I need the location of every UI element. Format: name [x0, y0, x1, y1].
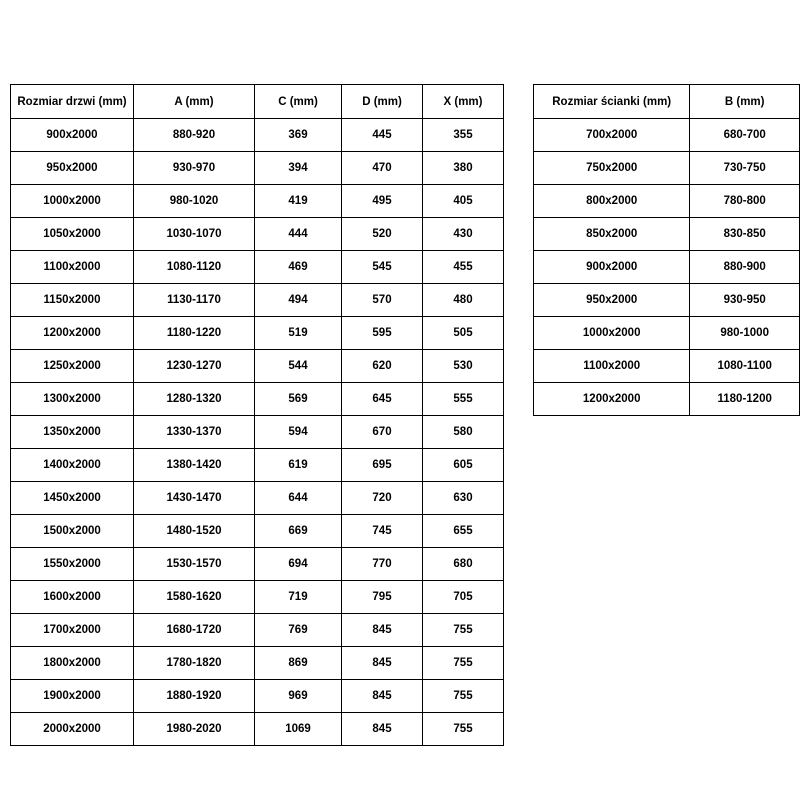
table-row: [534, 317, 800, 350]
wall-dimensions-table: [533, 84, 800, 416]
cell-d: 770: [342, 548, 423, 581]
table-row: [534, 251, 800, 284]
cell-c: 769: [255, 614, 342, 647]
cell-x: 555: [423, 383, 504, 416]
cell-wall-size: 700x2000: [534, 119, 690, 152]
cell-a: 1530-1570: [134, 548, 255, 581]
cell-x: 755: [423, 614, 504, 647]
column-header-wall-size: Rozmiar ścianki (mm): [534, 85, 690, 119]
cell-x: 530: [423, 350, 504, 383]
cell-wall-size: 900x2000: [534, 251, 690, 284]
cell-x: 655: [423, 515, 504, 548]
column-header-c: C (mm): [255, 85, 342, 119]
cell-d: 695: [342, 449, 423, 482]
cell-d: 545: [342, 251, 423, 284]
cell-c: 594: [255, 416, 342, 449]
table-row: [11, 284, 504, 317]
cell-c: 444: [255, 218, 342, 251]
cell-wall-size: 1200x2000: [534, 383, 690, 416]
cell-a: 1180-1220: [134, 317, 255, 350]
table-row: [534, 218, 800, 251]
cell-x: 405: [423, 185, 504, 218]
cell-b: 730-750: [690, 152, 800, 185]
cell-c: 869: [255, 647, 342, 680]
cell-c: 969: [255, 680, 342, 713]
cell-x: 480: [423, 284, 504, 317]
cell-door-size: 1200x2000: [11, 317, 134, 350]
cell-d: 570: [342, 284, 423, 317]
cell-x: 755: [423, 680, 504, 713]
table-row: [11, 614, 504, 647]
doors-table-head: [11, 85, 504, 119]
cell-x: 355: [423, 119, 504, 152]
cell-c: 719: [255, 581, 342, 614]
cell-a: 1980-2020: [134, 713, 255, 746]
table-row: [11, 647, 504, 680]
cell-door-size: 1350x2000: [11, 416, 134, 449]
cell-c: 1069: [255, 713, 342, 746]
doors-dimensions-table: [10, 84, 504, 746]
cell-door-size: 2000x2000: [11, 713, 134, 746]
cell-a: 1780-1820: [134, 647, 255, 680]
table-row: [11, 548, 504, 581]
cell-d: 620: [342, 350, 423, 383]
column-header-a: A (mm): [134, 85, 255, 119]
table-row: [11, 185, 504, 218]
cell-d: 845: [342, 614, 423, 647]
table-row: [11, 449, 504, 482]
cell-a: 1880-1920: [134, 680, 255, 713]
cell-d: 495: [342, 185, 423, 218]
cell-wall-size: 850x2000: [534, 218, 690, 251]
cell-b: 930-950: [690, 284, 800, 317]
cell-x: 455: [423, 251, 504, 284]
cell-a: 1030-1070: [134, 218, 255, 251]
cell-door-size: 1050x2000: [11, 218, 134, 251]
cell-door-size: 950x2000: [11, 152, 134, 185]
cell-d: 845: [342, 713, 423, 746]
cell-door-size: 1550x2000: [11, 548, 134, 581]
cell-c: 469: [255, 251, 342, 284]
table-row: [11, 416, 504, 449]
cell-d: 845: [342, 647, 423, 680]
table-row: [11, 119, 504, 152]
table-row: [534, 119, 800, 152]
cell-door-size: 1250x2000: [11, 350, 134, 383]
cell-b: 680-700: [690, 119, 800, 152]
cell-a: 1330-1370: [134, 416, 255, 449]
cell-c: 419: [255, 185, 342, 218]
cell-b: 1080-1100: [690, 350, 800, 383]
cell-d: 645: [342, 383, 423, 416]
cell-d: 845: [342, 680, 423, 713]
cell-c: 569: [255, 383, 342, 416]
table-row: [534, 350, 800, 383]
cell-door-size: 1300x2000: [11, 383, 134, 416]
table-row: [534, 152, 800, 185]
cell-door-size: 1000x2000: [11, 185, 134, 218]
cell-x: 605: [423, 449, 504, 482]
cell-x: 755: [423, 647, 504, 680]
cell-door-size: 1100x2000: [11, 251, 134, 284]
cell-d: 595: [342, 317, 423, 350]
cell-door-size: 1450x2000: [11, 482, 134, 515]
column-header-d: D (mm): [342, 85, 423, 119]
table-row: [534, 185, 800, 218]
cell-door-size: 1500x2000: [11, 515, 134, 548]
cell-a: 1280-1320: [134, 383, 255, 416]
cell-a: 930-970: [134, 152, 255, 185]
cell-x: 755: [423, 713, 504, 746]
cell-c: 544: [255, 350, 342, 383]
cell-b: 880-900: [690, 251, 800, 284]
cell-wall-size: 1000x2000: [534, 317, 690, 350]
cell-wall-size: 950x2000: [534, 284, 690, 317]
doors-table-body: [11, 119, 504, 746]
cell-c: 694: [255, 548, 342, 581]
cell-d: 795: [342, 581, 423, 614]
cell-wall-size: 800x2000: [534, 185, 690, 218]
cell-x: 505: [423, 317, 504, 350]
table-row: [11, 350, 504, 383]
cell-c: 494: [255, 284, 342, 317]
cell-c: 394: [255, 152, 342, 185]
column-header-b: B (mm): [690, 85, 800, 119]
cell-x: 680: [423, 548, 504, 581]
cell-c: 669: [255, 515, 342, 548]
cell-c: 644: [255, 482, 342, 515]
cell-d: 470: [342, 152, 423, 185]
cell-a: 1080-1120: [134, 251, 255, 284]
cell-a: 1230-1270: [134, 350, 255, 383]
wall-table-body: [534, 119, 800, 416]
cell-a: 1580-1620: [134, 581, 255, 614]
table-header-row: [11, 85, 504, 119]
cell-door-size: 1150x2000: [11, 284, 134, 317]
table-row: [11, 581, 504, 614]
cell-a: 1380-1420: [134, 449, 255, 482]
cell-c: 369: [255, 119, 342, 152]
cell-d: 720: [342, 482, 423, 515]
table-row: [11, 218, 504, 251]
cell-d: 670: [342, 416, 423, 449]
cell-x: 380: [423, 152, 504, 185]
table-row: [534, 284, 800, 317]
cell-b: 980-1000: [690, 317, 800, 350]
cell-b: 780-800: [690, 185, 800, 218]
cell-c: 519: [255, 317, 342, 350]
table-row: [534, 383, 800, 416]
cell-b: 830-850: [690, 218, 800, 251]
cell-d: 745: [342, 515, 423, 548]
cell-d: 445: [342, 119, 423, 152]
column-header-door-size: Rozmiar drzwi (mm): [11, 85, 134, 119]
cell-door-size: 1700x2000: [11, 614, 134, 647]
wall-table-container: [533, 84, 800, 416]
table-header-row: [534, 85, 800, 119]
cell-door-size: 900x2000: [11, 119, 134, 152]
cell-door-size: 1400x2000: [11, 449, 134, 482]
table-row: [11, 317, 504, 350]
table-row: [11, 680, 504, 713]
cell-wall-size: 750x2000: [534, 152, 690, 185]
cell-a: 980-1020: [134, 185, 255, 218]
cell-b: 1180-1200: [690, 383, 800, 416]
cell-a: 1680-1720: [134, 614, 255, 647]
cell-wall-size: 1100x2000: [534, 350, 690, 383]
cell-a: 1430-1470: [134, 482, 255, 515]
table-row: [11, 713, 504, 746]
cell-c: 619: [255, 449, 342, 482]
cell-a: 1480-1520: [134, 515, 255, 548]
table-row: [11, 482, 504, 515]
wall-table-head: [534, 85, 800, 119]
cell-x: 705: [423, 581, 504, 614]
cell-x: 630: [423, 482, 504, 515]
table-row: [11, 383, 504, 416]
table-row: [11, 251, 504, 284]
table-row: [11, 515, 504, 548]
doors-table-container: [10, 84, 504, 746]
cell-x: 580: [423, 416, 504, 449]
cell-door-size: 1600x2000: [11, 581, 134, 614]
cell-x: 430: [423, 218, 504, 251]
cell-door-size: 1900x2000: [11, 680, 134, 713]
cell-a: 1130-1170: [134, 284, 255, 317]
column-header-x: X (mm): [423, 85, 504, 119]
cell-d: 520: [342, 218, 423, 251]
cell-a: 880-920: [134, 119, 255, 152]
cell-door-size: 1800x2000: [11, 647, 134, 680]
table-row: [11, 152, 504, 185]
